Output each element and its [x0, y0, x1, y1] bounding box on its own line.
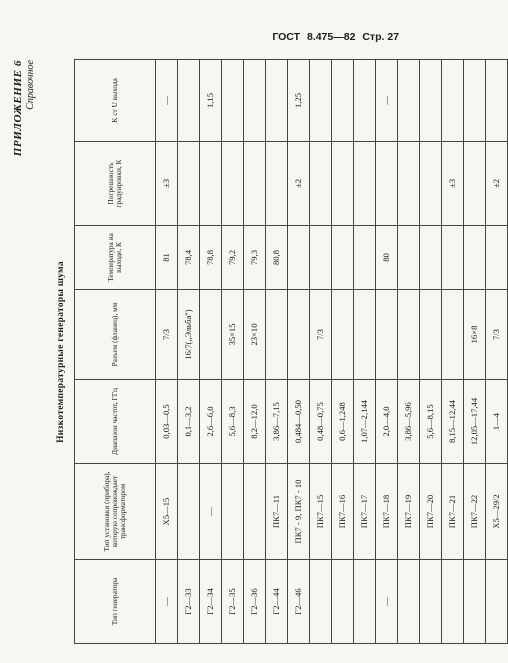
cell-gen: Г2—44: [266, 560, 288, 644]
cell-err: [376, 142, 398, 226]
col-install: Тип установки (прибора), которую сопровождает трансформатором: [75, 464, 156, 560]
noise-generators-table: [74, 59, 508, 644]
cell-conn: 16/7(„Эльба"): [178, 290, 200, 380]
cell-freq: 5,6—8,3: [222, 380, 244, 464]
cell-gen: [332, 560, 354, 644]
cell-temp: 78,4: [178, 226, 200, 290]
cell-err: [332, 142, 354, 226]
cell-kst: [266, 60, 288, 142]
cell-gen: Г2—35: [222, 560, 244, 644]
cell-gen: [420, 560, 442, 644]
cell-err: ±3: [156, 142, 178, 226]
table-row: [222, 60, 244, 644]
cell-kst: [420, 60, 442, 142]
cell-install: Х5—29/2: [486, 464, 508, 560]
cell-freq: 2,0—4,0: [376, 380, 398, 464]
cell-temp: [354, 226, 376, 290]
cell-freq: 0,48—0,75: [310, 380, 332, 464]
cell-kst: 1,25: [288, 60, 310, 142]
cell-conn: 23×10: [244, 290, 266, 380]
cell-err: [310, 142, 332, 226]
table-row: [354, 60, 376, 644]
table-row: [178, 60, 200, 644]
cell-temp: 79,3: [244, 226, 266, 290]
cell-conn: 35×15: [222, 290, 244, 380]
cell-err: [266, 142, 288, 226]
cell-conn: [266, 290, 288, 380]
cell-freq: 1,07—2,144: [354, 380, 376, 464]
cell-kst: [178, 60, 200, 142]
cell-temp: [398, 226, 420, 290]
cell-conn: [200, 290, 222, 380]
table-row: [486, 60, 508, 644]
cell-conn: [398, 290, 420, 380]
cell-install: [178, 464, 200, 560]
cell-freq: 0,03—0,5: [156, 380, 178, 464]
cell-kst: [398, 60, 420, 142]
cell-install: ПК7—20: [420, 464, 442, 560]
cell-kst: —: [156, 60, 178, 142]
cell-install: ПК7—15: [310, 464, 332, 560]
cell-temp: [486, 226, 508, 290]
standard-name: ГОСТ: [272, 31, 301, 43]
page-label: Стр. 27: [362, 31, 399, 43]
cell-install: ПК7—11: [266, 464, 288, 560]
cell-conn: 7/3: [310, 290, 332, 380]
cell-freq: 0,1—3,2: [178, 380, 200, 464]
table-row: [266, 60, 288, 644]
cell-install: [244, 464, 266, 560]
cell-install: ПК7—17: [354, 464, 376, 560]
cell-err: [398, 142, 420, 226]
cell-install: ПК7—21: [442, 464, 464, 560]
col-gen-type: Тип генератора: [75, 560, 156, 644]
table-title: Низкотемпературные генераторы шума: [56, 261, 66, 443]
cell-kst: [464, 60, 486, 142]
col-conn: Разъем (фланец), мм: [75, 290, 156, 380]
cell-freq: 2,6—6,0: [200, 380, 222, 464]
cell-kst: [332, 60, 354, 142]
cell-err: [420, 142, 442, 226]
cell-kst: [354, 60, 376, 142]
cell-gen: Г2—33: [178, 560, 200, 644]
table-row: [332, 60, 354, 644]
cell-temp: [310, 226, 332, 290]
table-row: [200, 60, 222, 644]
cell-gen: —: [376, 560, 398, 644]
cell-err: ±2: [288, 142, 310, 226]
rotated-content: [12, 60, 501, 644]
cell-temp: 80: [376, 226, 398, 290]
appendix-subtitle: Справочное: [25, 60, 36, 110]
col-kst: K ст U выхода: [75, 60, 156, 142]
cell-temp: [464, 226, 486, 290]
cell-freq: 12,05—17,44: [464, 380, 486, 464]
cell-temp: [442, 226, 464, 290]
cell-gen: Г2—46: [288, 560, 310, 644]
appendix-title: ПРИЛОЖЕНИЕ 6: [12, 60, 24, 157]
appendix-block: [12, 60, 36, 200]
cell-gen: [310, 560, 332, 644]
col-temp: Температура на выходе, К: [75, 226, 156, 290]
cell-freq: 0,6—1,248: [332, 380, 354, 464]
cell-temp: 79,2: [222, 226, 244, 290]
cell-conn: [420, 290, 442, 380]
cell-err: [464, 142, 486, 226]
table-row: [398, 60, 420, 644]
cell-err: [222, 142, 244, 226]
cell-conn: [354, 290, 376, 380]
cell-conn: [332, 290, 354, 380]
cell-install: ПК7 - 9, ПК7 - 10: [288, 464, 310, 560]
cell-conn: [288, 290, 310, 380]
cell-kst: 1,15: [200, 60, 222, 142]
cell-gen: —: [156, 560, 178, 644]
cell-gen: [464, 560, 486, 644]
cell-temp: [332, 226, 354, 290]
cell-gen: [486, 560, 508, 644]
cell-err: ±2: [486, 142, 508, 226]
cell-conn: 16×8: [464, 290, 486, 380]
cell-kst: [310, 60, 332, 142]
cell-freq: 8,2—12,0: [244, 380, 266, 464]
cell-kst: [244, 60, 266, 142]
cell-install: [222, 464, 244, 560]
cell-err: ±3: [442, 142, 464, 226]
page-header: [268, 31, 399, 43]
table-row: [156, 60, 178, 644]
cell-gen: [354, 560, 376, 644]
table-row: [376, 60, 398, 644]
cell-kst: [486, 60, 508, 142]
cell-temp: 80,8: [266, 226, 288, 290]
cell-gen: Г2—36: [244, 560, 266, 644]
cell-temp: 81: [156, 226, 178, 290]
table-row: [310, 60, 332, 644]
cell-gen: [442, 560, 464, 644]
col-freq: Диапазон частот, ГГц: [75, 380, 156, 464]
cell-install: —: [200, 464, 222, 560]
standard-number: 8.475—82: [306, 31, 356, 43]
cell-err: [200, 142, 222, 226]
rotated-page: [12, 60, 501, 644]
table-row: [288, 60, 310, 644]
cell-temp: 78,8: [200, 226, 222, 290]
cell-freq: 3,86—5,96: [398, 380, 420, 464]
cell-conn: [376, 290, 398, 380]
cell-freq: 5,6—8,15: [420, 380, 442, 464]
table-row: [244, 60, 266, 644]
cell-err: [354, 142, 376, 226]
cell-freq: 3,86—7,15: [266, 380, 288, 464]
cell-install: ПК7—19: [398, 464, 420, 560]
cell-kst: [442, 60, 464, 142]
cell-install: ПК7—16: [332, 464, 354, 560]
table-row: [442, 60, 464, 644]
cell-freq: 8,15—12,44: [442, 380, 464, 464]
cell-install: ПК7—22: [464, 464, 486, 560]
col-err: Погрешность градуировки, К: [75, 142, 156, 226]
cell-err: [244, 142, 266, 226]
cell-temp: [420, 226, 442, 290]
cell-conn: 7/3: [156, 290, 178, 380]
cell-conn: [442, 290, 464, 380]
cell-temp: [288, 226, 310, 290]
table-row: [464, 60, 486, 644]
cell-freq: 0,484—0,50: [288, 380, 310, 464]
cell-kst: [222, 60, 244, 142]
cell-install: ПК7—18: [376, 464, 398, 560]
table-header-row: [75, 60, 156, 644]
cell-gen: [398, 560, 420, 644]
cell-install: Х5—15: [156, 464, 178, 560]
cell-gen: Г2—34: [200, 560, 222, 644]
table-row: [420, 60, 442, 644]
cell-kst: —: [376, 60, 398, 142]
cell-err: [178, 142, 200, 226]
cell-freq: 1—4: [486, 380, 508, 464]
cell-conn: 7/3: [486, 290, 508, 380]
